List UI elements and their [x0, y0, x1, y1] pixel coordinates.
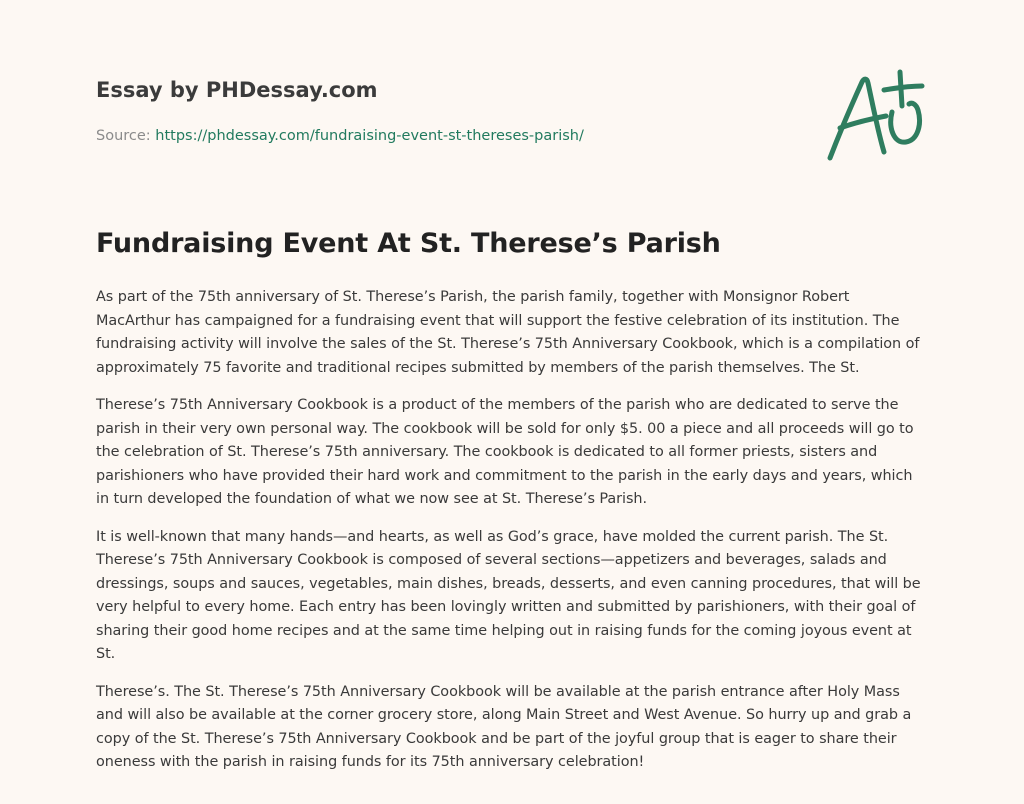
- page-header: [96, 76, 796, 146]
- site-title: Essay by PHDessay.com: [96, 78, 378, 102]
- source-link[interactable]: https://phdessay.com/fundraising-event-st-thereses-parish/: [155, 128, 584, 144]
- source-label: Source:: [96, 128, 156, 144]
- article-paragraph: As part of the 75th anniversary of St. Therese’s Parish, the parish family, together with Monsignor Robert MacArthur has campaigned for a fundraising event that will support the festive celebration of its institution. The fundraising activity will involve the sales of the St. Therese’s 75th Anniversary Cookbook, which is a compilation of approximately 75 favorite and traditional recipes submitted by members of the parish themselves. The St.: [96, 289, 920, 376]
- article-paragraph: Therese’s. The St. Therese’s 75th Anniversary Cookbook will be available at the parish entrance after Holy Mass and will also be available at the corner grocery store, along Main Street and West Avenue. So hurry up and grab a copy of the St. Therese’s 75th Anniversary Cookbook and be part of the joyful group that is eager to share their oneness with the parish in raising funds for its 75th anniversary celebration!: [96, 683, 912, 770]
- article-title: Fundraising Event At St. Therese’s Parish: [96, 228, 721, 259]
- source-line: [96, 126, 796, 146]
- article: [96, 226, 928, 789]
- article-paragraph: Therese’s 75th Anniversary Cookbook is a product of the members of the parish who are dedicated to serve the parish in their very own personal way. The cookbook will be sold for only $5. 00 a piece and all proceeds will go to the celebration of St. Therese’s 75th anniversary. The cookbook is dedicated to all former priests, sisters and parishioners who have provided their hard work and commitment to the parish in the early days and years, which in turn developed the foundation of what we now see at St. Therese’s Parish.: [96, 397, 914, 507]
- article-paragraph: It is well-known that many hands—and hearts, as well as God’s grace, have molded the current parish. The St. Therese’s 75th Anniversary Cookbook is composed of several sections—appetizers and beverages, salads and dressings, soups and sauces, vegetables, main dishes, breads, desserts, and even canning procedures, that will be very helpful to every home. Each entry has been lovingly written and submitted by parishioners, with their goal of sharing their good home recipes and at the same time helping out in raising funds for the coming joyous event at St.: [96, 528, 921, 662]
- a-plus-logo-icon: [818, 66, 928, 166]
